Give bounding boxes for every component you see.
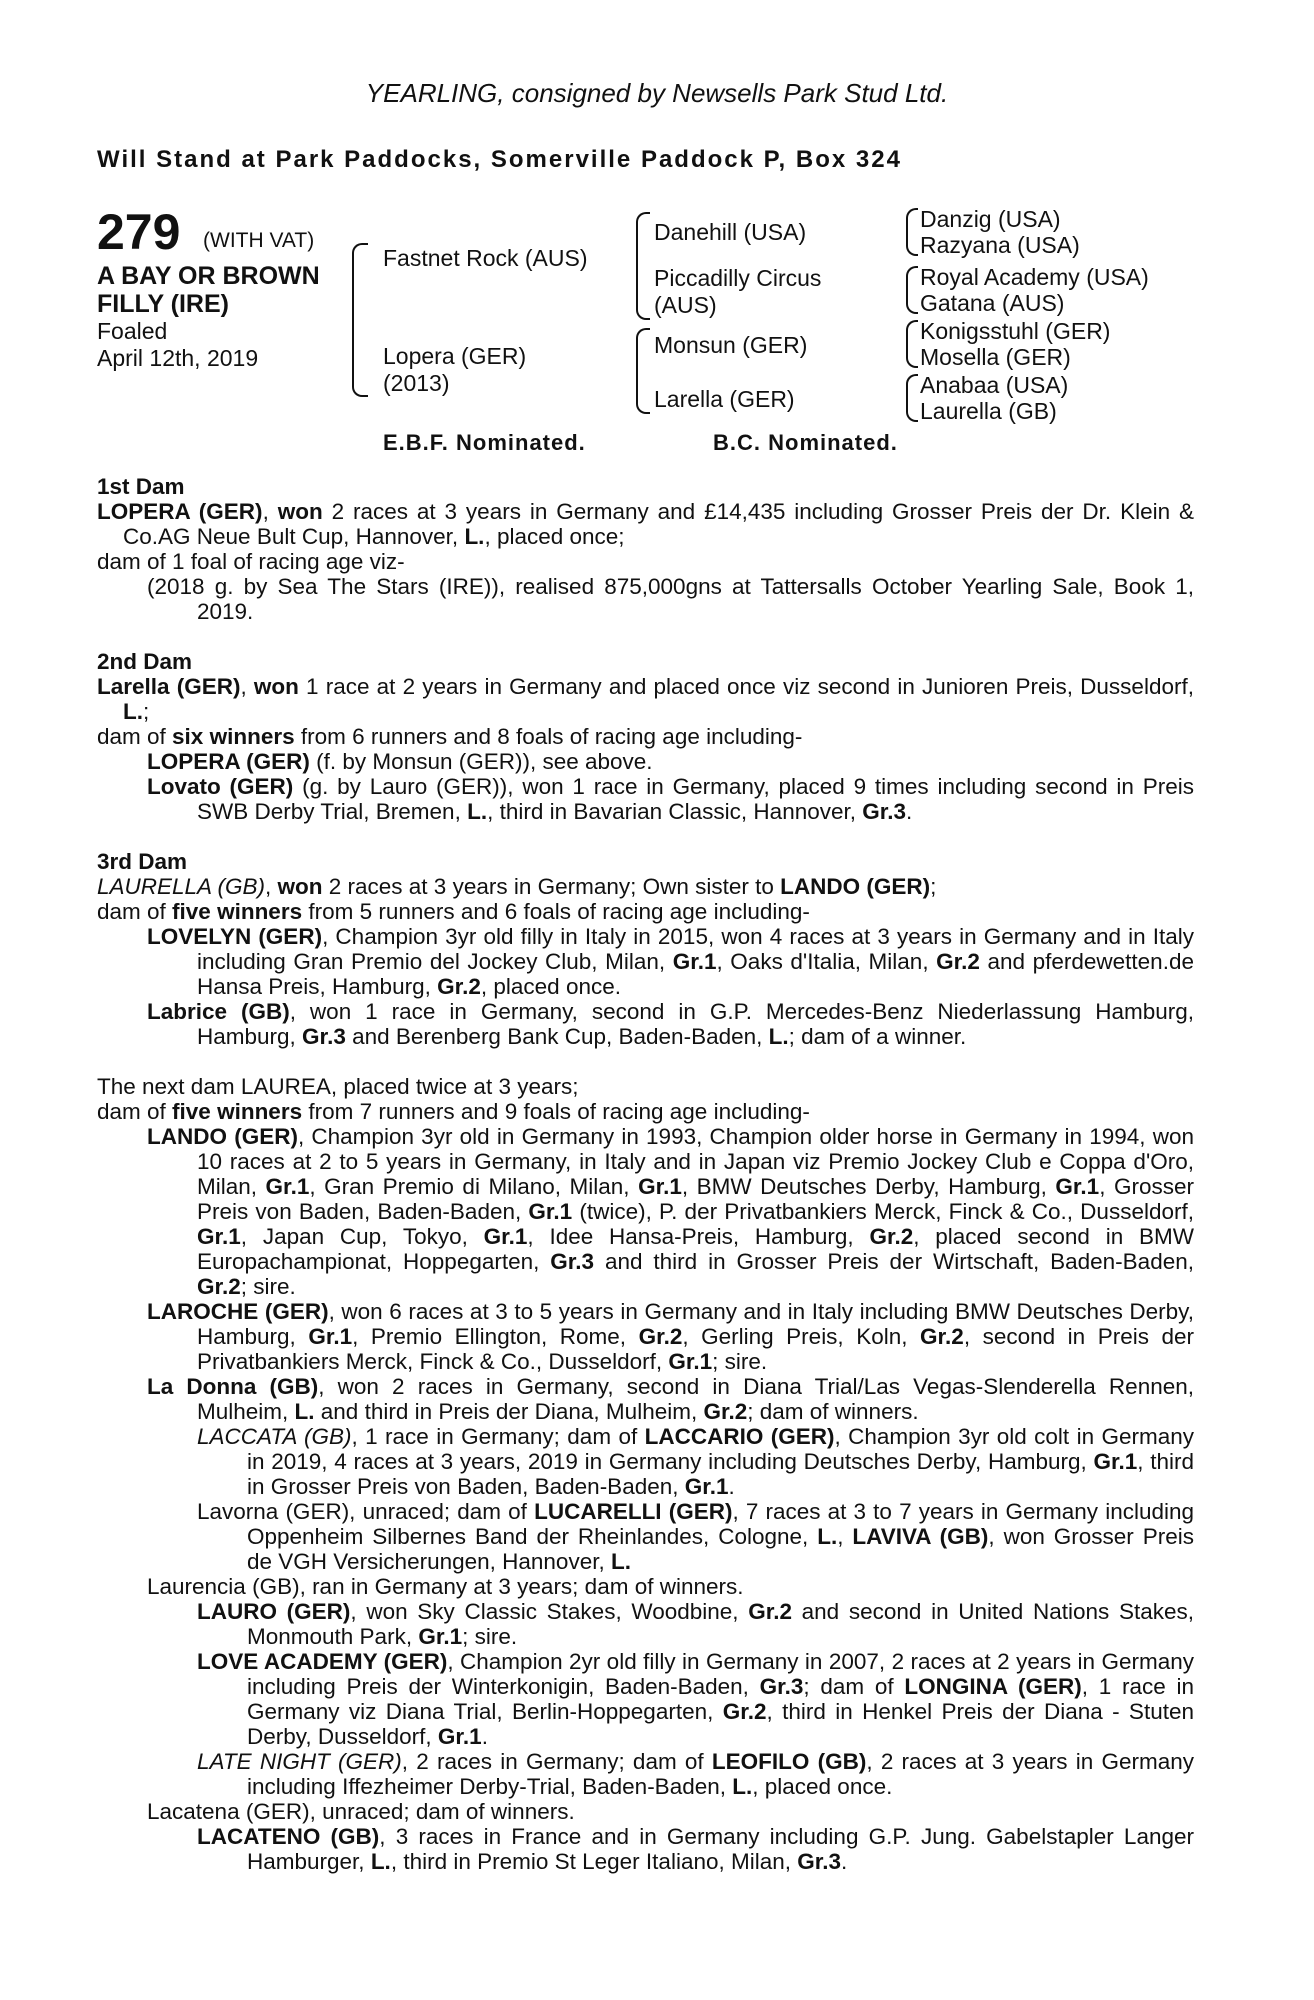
pedigree-entry <box>97 1649 1194 1749</box>
pedigree-entry <box>97 1499 1194 1574</box>
pedigree-dam: Lopera (GER) <box>383 343 527 369</box>
pedigree-entry <box>97 1749 1194 1799</box>
foaled-label: Foaled <box>97 318 168 344</box>
text-run: from 7 runners and 9 foals of racing age including- <box>302 1099 810 1124</box>
bold-run: won <box>277 874 323 899</box>
pedigree-entry <box>97 1374 1194 1424</box>
bold-run: LAVIVA (GB) <box>852 1524 989 1549</box>
pedigree-sire: Fastnet Rock (AUS) <box>383 245 588 271</box>
pedigree-entry <box>97 1574 1194 1599</box>
bold-run: five winners <box>172 899 303 924</box>
pedigree-entry <box>97 1124 1194 1299</box>
pedigree-entry <box>97 774 1194 824</box>
text-run: , 2 races in Germany; dam of <box>401 1749 712 1774</box>
bold-run: Lovato (GER) <box>147 774 294 799</box>
text-run: , Japan Cup, Tokyo, <box>240 1224 484 1249</box>
bold-run: Gr.2 <box>748 1599 792 1624</box>
bold-run: Gr.1 <box>1093 1449 1138 1474</box>
pedigree-entry <box>97 899 1194 924</box>
text-run: , won Grosser Preis de VGH Versicherungen, Hannover, <box>247 1524 1194 1574</box>
text-run: , <box>240 674 254 699</box>
pedigree-entry <box>97 874 1194 899</box>
text-run: , won 1 race in Germany, second in G.P. Mercedes-Benz Niederlassung Hamburg, Hamburg, <box>197 999 1194 1049</box>
pedigree-entry <box>97 1424 1194 1499</box>
bold-run: L. <box>294 1399 315 1424</box>
bold-run: LUCARELLI (GER) <box>534 1499 733 1524</box>
pedigree-entry <box>97 1099 1194 1124</box>
text-run: , second in Preis der Privatbankiers Merck, Finck & Co., Dusseldorf, <box>197 1324 1195 1374</box>
bold-run: L. <box>464 524 485 549</box>
text-run: , Gerling Preis, Koln, <box>682 1324 921 1349</box>
bold-run: five winners <box>172 1099 303 1124</box>
bold-run: LOVE ACADEMY (GER) <box>197 1649 448 1674</box>
text-run: , Champion 3yr old colt in Germany in 2019, 4 races at 3 years, 2019 in Germany including Deutsches Derby, Hamburg, <box>247 1424 1195 1474</box>
bold-run: Gr.2 <box>920 1324 964 1349</box>
text-run: Lavorna (GER), unraced; dam of <box>197 1499 535 1524</box>
sire-line-brace <box>636 212 650 320</box>
pedigree-entry <box>97 1824 1194 1874</box>
bold-run: LEOFILO (GB) <box>711 1749 867 1774</box>
pedigree-entry <box>97 1299 1194 1374</box>
pedigree-entry <box>97 1074 1194 1099</box>
bold-run: Gr.1 <box>265 1174 310 1199</box>
location-line: Will Stand at Park Paddocks, Somerville Paddock P, Box 324 <box>97 146 902 173</box>
text-run: 2 races at 3 years in Germany; Own sister to <box>322 874 781 899</box>
bold-run: Gr.1 <box>308 1324 353 1349</box>
section-heading: 1st Dam <box>97 474 185 499</box>
bold-run: Gr.2 <box>722 1699 767 1724</box>
bold-run: L. <box>732 1774 753 1799</box>
text-run: dam of <box>97 1099 173 1124</box>
text-run: , placed once. <box>752 1774 893 1799</box>
text-run: , Grosser Preis von Baden, Baden-Baden, <box>197 1174 1194 1224</box>
pedigree-dam-sire: Monsun (GER) <box>654 332 808 358</box>
text-run: from 6 runners and 8 foals of racing age including- <box>294 724 803 749</box>
bold-run: La Donna (GB) <box>147 1374 319 1399</box>
bold-run: L. <box>370 1849 391 1874</box>
text-run: , <box>264 874 278 899</box>
horse-name-line2: FILLY (IRE) <box>97 290 229 318</box>
text-run: . <box>906 799 913 824</box>
text-run: , placed second in BMW Europachampionat, Hoppegarten, <box>197 1224 1194 1274</box>
section-heading: 3rd Dam <box>97 849 188 874</box>
pedigree-ddd: Laurella (GB) <box>920 398 1057 424</box>
section-heading: 2nd Dam <box>97 649 193 674</box>
italic-run: LATE NIGHT (GER) <box>197 1749 402 1774</box>
bold-run: Gr.3 <box>550 1249 595 1274</box>
bold-run: LAROCHE (GER) <box>147 1299 329 1324</box>
bold-run: Gr.1 <box>197 1224 241 1249</box>
text-run: , third in Premio St Leger Italiano, Milan, <box>390 1849 798 1874</box>
text-run: , <box>837 1524 853 1549</box>
text-run: and third in Preis der Diana, Mulheim, <box>314 1399 704 1424</box>
text-run: 1 race at 2 years in Germany and placed once viz second in Junioren Preis, Dusseldorf, <box>298 674 1194 699</box>
italic-run: LAURELLA (GB) <box>97 874 265 899</box>
pedigree-sire-dam-country: (AUS) <box>654 292 717 318</box>
pedigree-ssd: Razyana (USA) <box>920 232 1080 258</box>
text-run: and third in Grosser Preis der Wirtschaft, Baden-Baden, <box>594 1249 1194 1274</box>
dam-line-brace <box>636 328 650 414</box>
text-run: , placed once. <box>480 974 621 999</box>
bold-run: Gr.1 <box>483 1224 528 1249</box>
text-run: Laurencia (GB), ran in Germany at 3 years; dam of winners. <box>147 1574 744 1599</box>
text-run: , won 2 races in Germany, second in Diana Trial/Las Vegas-Slenderella Rennen, Mulheim, <box>197 1374 1194 1424</box>
text-run: and Berenberg Bank Cup, Baden-Baden, <box>345 1024 769 1049</box>
pedigree-dds: Anabaa (USA) <box>920 372 1069 398</box>
text-run: ; sire. <box>462 1624 518 1649</box>
text-run: , Idee Hansa-Preis, Hamburg, <box>527 1224 870 1249</box>
brace-3-4 <box>906 374 918 422</box>
bold-run: Gr.1 <box>1055 1174 1100 1199</box>
text-run: dam of <box>97 724 173 749</box>
brace-3-3 <box>906 320 918 368</box>
dam-section <box>97 474 1194 624</box>
bold-run: Labrice (GB) <box>147 999 290 1024</box>
bold-run: LANDO (GER) <box>147 1124 298 1149</box>
bold-run: Gr.1 <box>684 1474 729 1499</box>
sire-dam-brace <box>352 243 368 397</box>
bold-run: LONGINA (GER) <box>904 1674 1082 1699</box>
text-run: and pferdewetten.de Hansa Preis, Hamburg, <box>197 949 1194 999</box>
bold-run: Gr.2 <box>437 974 481 999</box>
text-run: , 1 race in Germany; dam of <box>351 1424 645 1449</box>
text-run: , Gran Premio di Milano, Milan, <box>309 1174 639 1199</box>
text-run: Lacatena (GER), unraced; dam of winners. <box>147 1799 575 1824</box>
pedigree-dss: Konigsstuhl (GER) <box>920 318 1111 344</box>
text-run: , BMW Deutsches Derby, Hamburg, <box>681 1174 1056 1199</box>
bold-run: Gr.1 <box>418 1624 463 1649</box>
dam-section <box>97 649 1194 824</box>
bold-run: L. <box>768 1024 789 1049</box>
catalogue-body <box>97 474 1194 1874</box>
pedigree-entry <box>97 924 1194 999</box>
bold-run: Gr.2 <box>638 1324 683 1349</box>
pedigree-sdd: Gatana (AUS) <box>920 290 1065 316</box>
vat-label: (WITH VAT) <box>203 229 315 252</box>
text-run: , won 6 races at 3 to 5 years in Germany and in Italy including BMW Deutsches Derby, Hamburg, <box>197 1299 1195 1349</box>
bc-nominated: B.C. Nominated. <box>713 430 898 455</box>
bold-run: won <box>253 674 299 699</box>
text-run: (f. by Monsun (GER)), see above. <box>309 749 653 774</box>
italic-run: LACCATA (GB) <box>197 1424 352 1449</box>
bold-run: LOPERA (GER) <box>97 499 263 524</box>
text-run: . <box>841 1849 848 1874</box>
pedigree-entry <box>97 1799 1194 1824</box>
text-run: (g. by Lauro (GER)), won 1 race in Germany, placed 9 times including second in Preis SWB Derby Trial, Bremen, <box>197 774 1194 824</box>
text-run: , third in Grosser Preis von Baden, Baden-Baden, <box>247 1449 1194 1499</box>
text-run: , Champion 2yr old filly in Germany in 2007, 2 races at 2 years in Germany including Preis der Winterkonigin, Baden-Baden, <box>247 1649 1194 1699</box>
text-run: , Champion 3yr old in Germany in 1993, Champion older horse in Germany in 1994, won 10 races at 2 to 5 years in Germany, in Italy and in Japan viz Premio Jockey Club e Coppa d'Oro, Milan, <box>197 1124 1194 1199</box>
bold-run: Gr.2 <box>703 1399 748 1424</box>
text-run: from 5 runners and 6 foals of racing age including- <box>302 899 810 924</box>
pedigree-sire-dam: Piccadilly Circus <box>654 265 822 291</box>
text-run: (twice), P. der Privatbankiers Merck, Finck & Co., Dusseldorf, <box>572 1199 1194 1224</box>
bold-run: Gr.1 <box>528 1199 573 1224</box>
pedigree-entry <box>97 499 1194 549</box>
text-run: and second in United Nations Stakes, Monmouth Park, <box>247 1599 1194 1649</box>
text-run: 2 races at 3 years in Germany and £14,435 including Grosser Preis der Dr. Klein & Co.AG Neue Bult Cup, Hannover, <box>123 499 1194 549</box>
text-run: , third in Henkel Preis der Diana - Stuten Derby, Dusseldorf, <box>247 1699 1194 1749</box>
pedigree-sds: Royal Academy (USA) <box>920 264 1149 290</box>
bold-run: LACCARIO (GER) <box>644 1424 835 1449</box>
text-run: . <box>481 1724 488 1749</box>
dam-section <box>97 1074 1194 1874</box>
pedigree-sire-sire: Danehill (USA) <box>654 219 807 245</box>
bold-run: six winners <box>172 724 295 749</box>
foaled-date: April 12th, 2019 <box>97 345 259 371</box>
bold-run: LOVELYN (GER) <box>147 924 323 949</box>
pedigree-sss: Danzig (USA) <box>920 206 1061 232</box>
bold-run: Gr.3 <box>862 799 907 824</box>
bold-run: Gr.2 <box>869 1224 914 1249</box>
bold-run: L. <box>123 699 143 724</box>
text-run: ; sire. <box>240 1274 296 1299</box>
pedigree-entry <box>97 549 1194 574</box>
bold-run: L. <box>467 799 488 824</box>
lot-number: 279 <box>97 204 181 260</box>
text-run: dam of 1 foal of racing age viz- <box>97 549 405 574</box>
text-run: , 3 races in France and in Germany including G.P. Jung. Gabelstapler Langer Hamburger, <box>247 1824 1194 1874</box>
text-run: , 7 races at 3 to 7 years in Germany including Oppenheim Silbernes Band der Rheinlandes, Cologne, <box>247 1499 1195 1549</box>
text-run: , Champion 3yr old filly in Italy in 2015, won 4 races at 3 years in Germany and in Italy including Gran Premio del Jockey Club, Milan, <box>197 924 1194 974</box>
bold-run: L. <box>817 1524 838 1549</box>
bold-run: Larella (GER) <box>97 674 241 699</box>
text-run: , third in Bavarian Classic, Hannover, <box>487 799 863 824</box>
pedigree-entry <box>97 574 1194 624</box>
brace-3-2 <box>906 266 918 314</box>
pedigree-entry <box>97 724 1194 749</box>
pedigree-entry <box>97 674 1194 724</box>
bold-run: LACATENO (GB) <box>197 1824 380 1849</box>
bold-run: Gr.3 <box>759 1674 804 1699</box>
text-run: ; sire. <box>712 1349 768 1374</box>
text-run: , Premio Ellington, Rome, <box>352 1324 639 1349</box>
ebf-nominated: E.B.F. Nominated. <box>383 430 586 455</box>
pedigree-dam-year: (2013) <box>383 370 450 396</box>
text-run: dam of <box>97 899 173 924</box>
bold-run: Gr.1 <box>668 1349 713 1374</box>
text-run: ; <box>143 699 150 724</box>
bold-run: LOPERA (GER) <box>147 749 310 774</box>
text-run: ; dam of a winner. <box>788 1024 967 1049</box>
horse-name-line1: A BAY OR BROWN <box>97 262 320 290</box>
bold-run: won <box>277 499 323 524</box>
bold-run: Gr.3 <box>302 1024 346 1049</box>
text-run: , 2 races at 3 years in Germany including Iffezheimer Derby-Trial, Baden-Baden, <box>247 1749 1194 1799</box>
bold-run: Gr.2 <box>936 949 980 974</box>
brace-3-1 <box>906 208 918 256</box>
dam-section <box>97 849 1194 1049</box>
text-run: , won Sky Classic Stakes, Woodbine, <box>350 1599 749 1624</box>
text-run: , <box>262 499 278 524</box>
text-run: , placed once; <box>484 524 625 549</box>
text-run: The next dam LAUREA, placed twice at 3 years; <box>97 1074 579 1099</box>
text-run: , Oaks d'Italia, Milan, <box>716 949 937 974</box>
bold-run: LAURO (GER) <box>197 1599 351 1624</box>
text-run: ; <box>930 874 937 899</box>
bold-run: Gr.1 <box>437 1724 482 1749</box>
consignment-line: YEARLING, consigned by Newsells Park Stud Ltd. <box>365 78 949 108</box>
text-run: (2018 g. by Sea The Stars (IRE)), realised 875,000gns at Tattersalls October Yearling Sale, Book 1, 2019. <box>147 574 1194 624</box>
bold-run: Gr.2 <box>197 1274 241 1299</box>
bold-run: Gr.3 <box>797 1849 842 1874</box>
pedigree-entry <box>97 999 1194 1049</box>
bold-run: Gr.1 <box>638 1174 682 1199</box>
bold-run: LANDO (GER) <box>780 874 931 899</box>
text-run: . <box>728 1474 735 1499</box>
text-run: ; dam of winners. <box>747 1399 919 1424</box>
pedigree-dsd: Mosella (GER) <box>920 344 1071 370</box>
pedigree-entry <box>97 749 1194 774</box>
text-run: ; dam of <box>803 1674 905 1699</box>
pedigree-entry <box>97 1599 1194 1649</box>
text-run: , 1 race in Germany viz Diana Trial, Berlin-Hoppegarten, <box>247 1674 1194 1724</box>
bold-run: L. <box>610 1549 631 1574</box>
pedigree-dam-dam: Larella (GER) <box>654 386 795 412</box>
bold-run: Gr.1 <box>672 949 717 974</box>
